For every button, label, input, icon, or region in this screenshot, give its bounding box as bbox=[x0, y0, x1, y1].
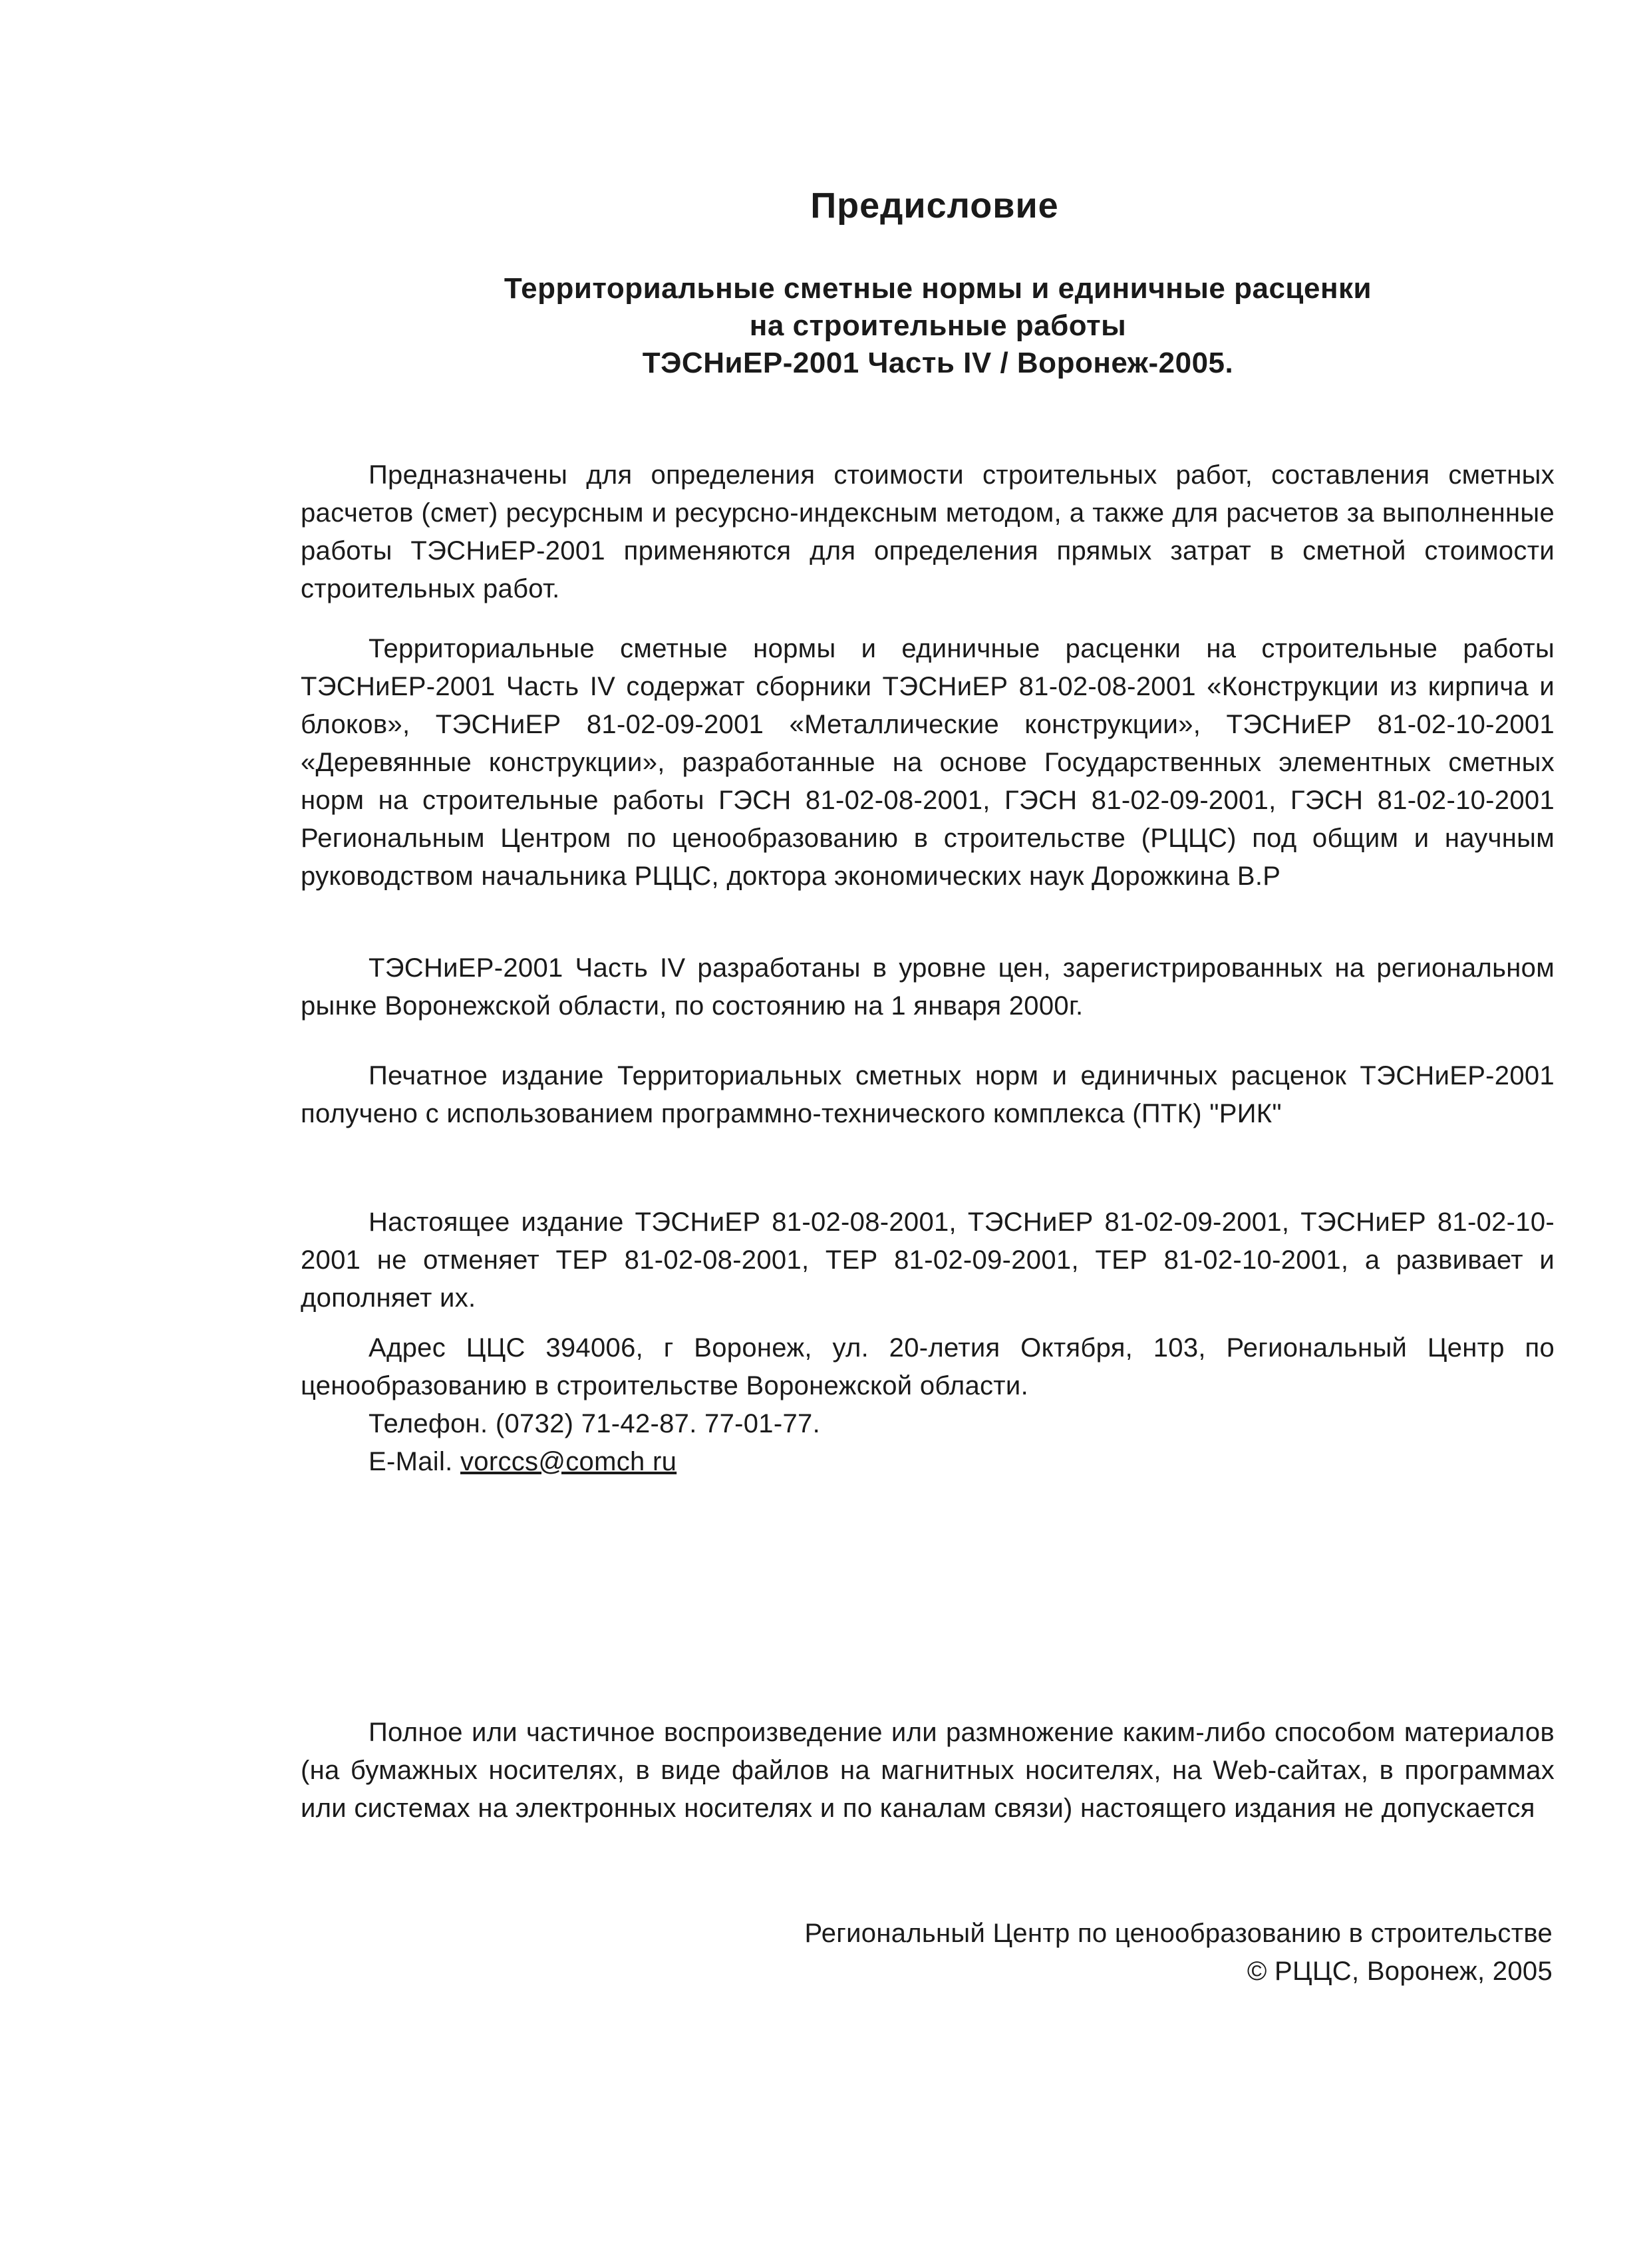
address-text: Адрес ЦЦС 394006, г Воронеж, ул. 20-летия Октября, 103, Региональный Центр по ценообразованию в строительстве Воронежской области. bbox=[301, 1333, 1555, 1400]
paragraph-contents: Территориальные сметные нормы и единичные расценки на строительные работы ТЭСНиЕР-2001 Часть IV содержат сборники ТЭСНиЕР 81-02-08-2001 «Конструкции из кирпича и блоков», ТЭСНиЕР 81-02-09-2001 «Металлические конструкции», ТЭСНиЕР 81-02-10-2001 «Деревянные конструкции», разработанные на основе Государственных элементных сметных норм на строительные работы ГЭСН 81-02-08-2001, ГЭСН 81-02-09-2001, ГЭСН 81-02-10-2001 Региональным Центром по ценообразованию в строительстве (РЦЦС) под общим и научным руководством начальника РЦЦС, доктора экономических наук Дорожкина В.Р bbox=[301, 634, 1555, 891]
subtitle-line-3: ТЭСНиЕР-2001 Часть IV / Воронеж-2005. bbox=[642, 347, 1234, 379]
email-line bbox=[301, 1443, 1555, 1481]
contact-block bbox=[301, 1329, 1555, 1481]
paragraph-print-edition: Печатное издание Территориальных сметных норм и единичных расценок ТЭСНиЕР-2001 получено с использованием программно-технического комплекса (ПТК) "РИК" bbox=[301, 1061, 1555, 1128]
paragraph-price-level: ТЭСНиЕР-2001 Часть IV разработаны в уровне цен, зарегистрированных на региональном рынке Воронежской области, по состоянию на 1 января 2000г. bbox=[301, 953, 1555, 1021]
subtitle-line-1: Территориальные сметные нормы и единичные расценки bbox=[504, 272, 1372, 305]
paragraph-purpose: Предназначены для определения стоимости строительных работ, составления сметных расчетов (смет) ресурсным и ресурсно-индексным методом, а также для расчетов за выполненные работы ТЭСНиЕР-2001 применяются для определения прямых затрат в сметной стоимости строительных работ. bbox=[301, 460, 1555, 603]
publisher-block bbox=[804, 1915, 1553, 1991]
copyright-line: © РЦЦС, Воронеж, 2005 bbox=[1247, 1957, 1553, 1986]
document-subtitle bbox=[399, 270, 1477, 382]
page-title: Предисловие bbox=[810, 186, 1059, 226]
paragraph-validity: Настоящее издание ТЭСНиЕР 81-02-08-2001, ТЭСНиЕР 81-02-09-2001, ТЭСНиЕР 81-02-10-2001 не отменяет ТЕР 81-02-08-2001, ТЕР 81-02-09-2001, ТЕР 81-02-10-2001, а развивает и дополняет их. bbox=[301, 1208, 1555, 1313]
publisher-name: Региональный Центр по ценообразованию в строительстве bbox=[804, 1919, 1553, 1948]
email-link[interactable]: vorccs@comch ru bbox=[460, 1447, 677, 1476]
paragraph-copyright-notice: Полное или частичное воспроизведение или размножение каким-либо способом материалов (на бумажных носителях, в виде файлов на магнитных носителях, на Web-сайтах, в программах или системах на электронных носителях и по каналам связи) настоящего издания не допускается bbox=[301, 1718, 1555, 1823]
email-label: E-Mail. bbox=[369, 1447, 453, 1476]
subtitle-line-2: на строительные работы bbox=[749, 309, 1127, 342]
phone-text: Телефон. (0732) 71-42-87. 77-01-77. bbox=[369, 1409, 820, 1438]
